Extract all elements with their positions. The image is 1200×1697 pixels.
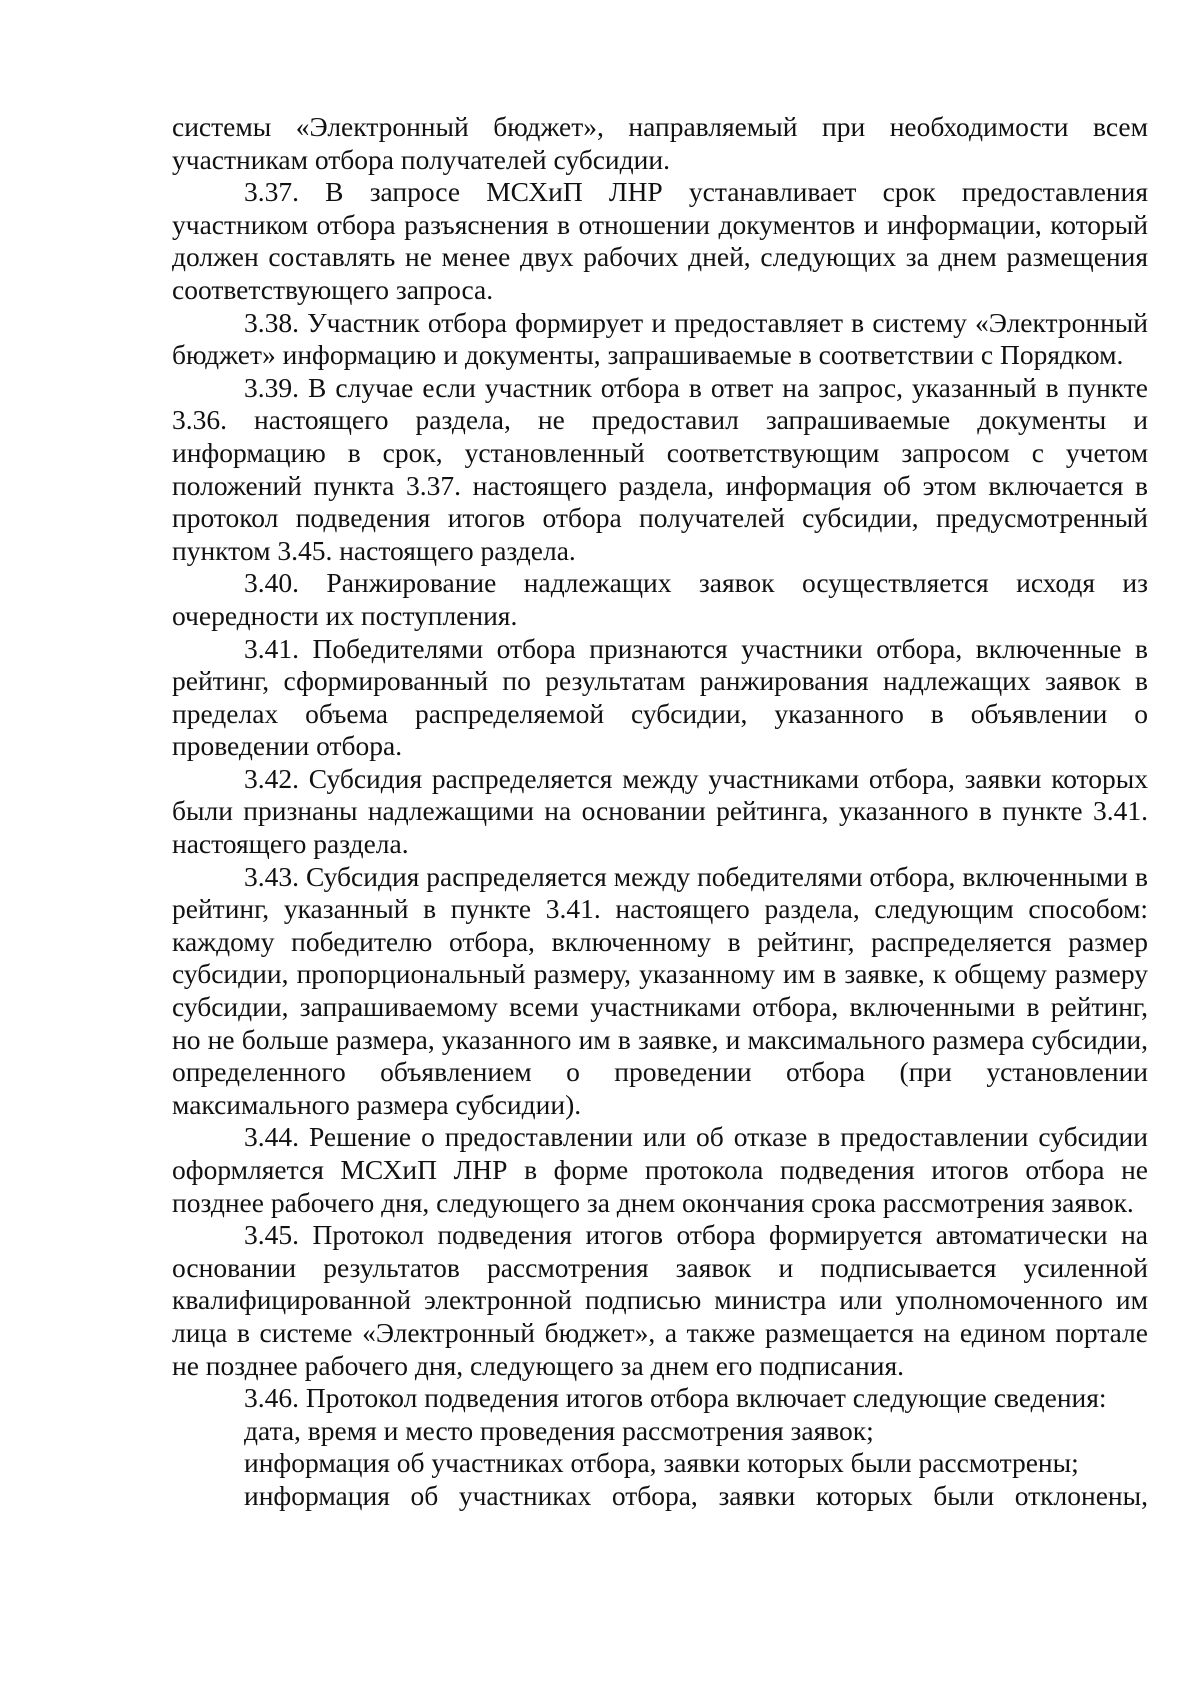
paragraph-3-46: 3.46. Протокол подведения итогов отбора включает следующие сведения: <box>244 1382 1107 1414</box>
paragraph-3-37: 3.37. В запросе МСХиП ЛНР устанавливает срок предоставления участником отбора разъяснения в отношении документов и информации, который должен составлять не менее двух рабочих дней, следующих за днем размещения соответствующего запроса. <box>172 176 1148 305</box>
list-item-date-time-place: дата, время и место проведения рассмотрения заявок; <box>244 1414 874 1446</box>
paragraph-3-42: 3.42. Субсидия распределяется между участниками отбора, заявки которых были признаны надлежащими на основании рейтинга, указанного в пункте 3.41. настоящего раздела. <box>172 762 1148 860</box>
document-body <box>172 111 1148 1513</box>
list-item-reviewed-participants: информация об участниках отбора, заявки которых были рассмотрены; <box>244 1447 1079 1479</box>
paragraph-3-43: 3.43. Субсидия распределяется между победителями отбора, включенными в рейтинг, указанный в пункте 3.41. настоящего раздела, следующим способом: каждому победителю отбора, включенному в рейтинг, распределяется размер субсидии, пропорциональный размеру, указанному им в заявке, к общему размеру субсидии, запрашиваемому всеми участниками отбора, включенными в рейтинг, но не больше размера, указанного им в заявке, и максимального размера субсидии, определенного объявлением о проведении отбора (при установлении максимального размера субсидии). <box>172 860 1148 1120</box>
paragraph-3-38: 3.38. Участник отбора формирует и предоставляет в систему «Электронный бюджет» информацию и документы, запрашиваемые в соответствии с Порядком. <box>172 306 1148 371</box>
paragraph-3-40: 3.40. Ранжирование надлежащих заявок осуществляется исходя из очередности их поступления. <box>172 567 1148 631</box>
paragraph-3-41: 3.41. Победителями отбора признаются участники отбора, включенные в рейтинг, сформированный по результатам ранжирования надлежащих заявок в пределах объема распределяемой субсидии, указанного в объявлении о проведении отбора. <box>172 632 1148 762</box>
paragraph-continuation: системы «Электронный бюджет», направляемый при необходимости всем участникам отбора получателей субсидии. <box>172 111 1148 175</box>
paragraph-3-44: 3.44. Решение о предоставлении или об отказе в предоставлении субсидии оформляется МСХиП ЛНР в форме протокола подведения итогов отбора не позднее рабочего дня, следующего за днем окончания срока рассмотрения заявок. <box>172 1121 1148 1218</box>
list-item-rejected-participants: информация об участниках отбора, заявки которых были отклонены, <box>244 1479 1148 1511</box>
paragraph-3-45: 3.45. Протокол подведения итогов отбора формируется автоматически на основании результатов рассмотрения заявок и подписывается усиленной квалифицированной электронной подписью министра или уполномоченного им лица в системе «Электронный бюджет», а также размещается на едином портале не позднее рабочего дня, следующего за днем его подписания. <box>172 1219 1148 1381</box>
paragraph-3-39: 3.39. В случае если участник отбора в ответ на запрос, указанный в пункте 3.36. настоящего раздела, не предоставил запрашиваемые документы и информацию в срок, установленный соответствующим запросом с учетом положений пункта 3.37. настоящего раздела, информация об этом включается в протокол подведения итогов отбора получателей субсидии, предусмотренный пунктом 3.45. настоящего раздела. <box>172 371 1148 566</box>
